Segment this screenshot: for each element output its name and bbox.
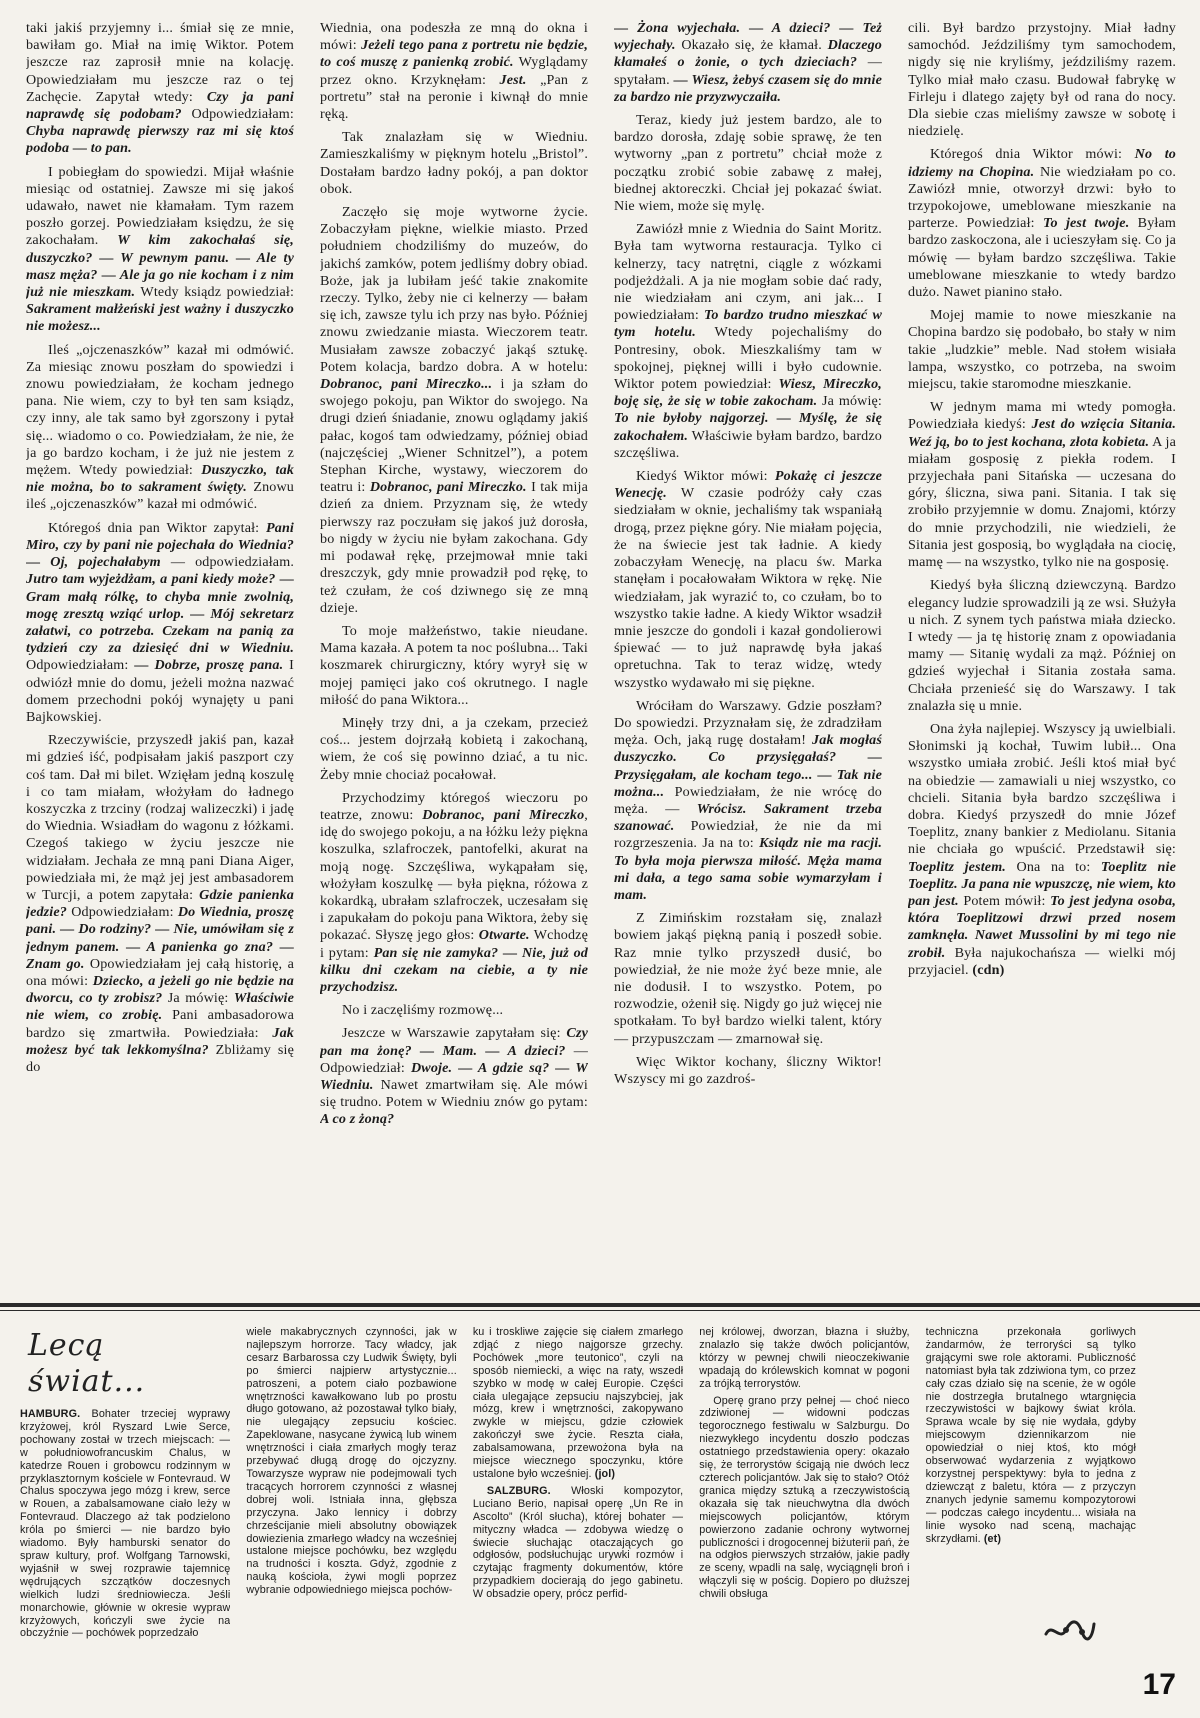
article-paragraph: W jednym mama mi wtedy pomogła. Powiedziała kiedyś: Jest do wzięcia Sitania. Weź ją, bo to jest kochana, złota kobieta. A ja miałam gosposię z piekła rodem. I przyjechała pani Sitańska — uczesana do góry, śliczna, siwa pani. Sitania. I tak się zrobiło przyjemnie w domu. Znajomi, którzy do mnie przychodzili, nie wiedzieli, że Sitania jest gosposią, bo wyglądała na ciocię, mamę — na wszystko, tylko nie na gosposię. [908,399,1176,571]
news-section [20,1326,1136,1656]
news-column-3 [473,1326,683,1656]
article-paragraph: Teraz, kiedy już jestem bardzo, ale to bardzo dorosła, zdaję sobie sprawę, że ten wytworny „pan z portretu” chciał może z początku zrobić sobie zabawę z małej, biednej aktoreczki. Chciał jej pokazać świat. Nie wiem, może się mylę. [614,112,882,215]
article-paragraph: Mojej mamie to nowe mieszkanie na Chopina bardzo się podobało, bo stały w nim takie „ludzkie” meble. Nad stołem wisiała lampa, wszystko, co potrzeba, na swoim miejscu, takie staromodne mieszkanie. [908,307,1176,393]
article-paragraph: Wróciłam do Warszawy. Gdzie poszłam? Do spowiedzi. Przyznałam się, że zdradziłam męża. Och, jaką rugę dostałam! Jak mogłaś duszyczko. Co przysięgałaś? — Przysięgałam, ale kocham tego... — Tak nie można... Powiedziałam, że nie wrócę do męża. — Wrócisz. Sakrament trzeba szanować. Powiedział, że nie da mi rozgrzeszenia. Ja na to: Ksiądz nie ma racji. To była moja pierwsza miłość. Męża mama mi dała, a tego sama sobie wymarzyłam i mam. [614,697,882,903]
news-paragraph: HAMBURG. Bohater trzeciej wyprawy krzyżowej, król Ryszard Lwie Serce, pochowany został w trzech miejscach: — w południowofrancuskim Chalus, w katedrze Rouen i grobowcu rodzinnym w przyklasztornym kościele w Fontevraud. W Chalus spoczywa jego mózg i krew, serce w Rouen, a zabalsamowane ciało leży w Fontevraud. Dlaczego aż tak podzielono króla po śmierci — nie bardzo było wiadomo. Były hamburski senator do spraw kultury, prof. Wolfgang Tarnowski, wyjaśnił w swej rozprawie tajemnicę wędrujących szczątków doczesnych wielkich ludzi średniowiecza. Jeśli monarchowie, głównie w okresie wypraw krzyżowych, kończyli swe życie na obczyźnie — pochówek poprzedzało [20,1408,231,1640]
article-paragraph: Zawiózł mnie z Wiednia do Saint Moritz. Była tam wytworna restauracja. Tylko ci kelnerzy, tacy natrętni, ciągle z wózkami podjeżdżali. A ja nie mogłam sobie dać rady, nie wiedziałam ani czym, ani jak... I powiedziałam: To bardzo trudno mieszkać w tym hotelu. Wtedy pojechaliśmy do Pontresiny, obok. Mieszkaliśmy tam w spokojnej, pięknej willi i było cudownie. Wiktor potem powiedział: Wiesz, Mireczko, boję się, że się w tobie zakocham. Ja mówię: To nie byłoby najgorzej. — Myślę, że się zakochałem. Właściwie byłam bardzo, bardzo szczęśliwa. [614,221,882,461]
article-column-2 [320,20,588,1295]
article-paragraph: Zaczęło się moje wytworne życie. Zobaczyłam piękne, wielkie miasto. Przed południem chodziliśmy do muzeów, do jakichś zamków, potem jedliśmy dobry obiad. Boże, jak ja lubiłam jeść takie znakomite rzeczy. Tylko, żeby nie ci kelnerzy — bałam się ich, zawsze tylu ich przy nas było. Później znowu zwiedzanie miasta. Wieczorem teatr. Musiałam zawsze zobaczyć jakąś sztukę. Potem kolacja, bardzo dobra. A w hotelu: Dobranoc, pani Mireczko... i ja szłam do swojego pokoju, pan Wiktor do swojego. Na drugi dzień śniadanie, znowu oglądamy jakiś pałac, kogoś tam odwiedzamy, później obiad (najczęściej „Wiener Schnitzel”), a potem Stephan Kirche, wystawy, wieczorem do teatru i: Dobranoc, pani Mireczko. I tak mija dzień za dniem. Przyznam się, że wtedy pierwszy raz poczułam się jakoś już dorosła, bo nigdy w życiu nie byłam zakochana. Gdy mi podawał rękę, przejmował mnie taki dreszczyk, gdy mnie prowadził pod rękę, to też czułam, że coś dziwnego się ze mną dzieje. [320,204,588,616]
section-title: Lecą świat... [28,1328,146,1399]
news-paragraph: SALZBURG. Włoski kompozytor, Luciano Berio, napisał operę „Un Re in Ascolto” (Król słucha), której bohater — mityczny władca — zdobywa wiedzę o świecie słuchając otaczających go odgłosów, podsłuchując urywki rozmów i czytając fragmenty dokumentów, które przypadkiem docierają do jego gabinetu. W obsadzie opery, prócz perfid- [472,1484,684,1601]
section-divider-thick [0,1303,1200,1307]
decorative-flourish-icon [1042,1612,1098,1646]
article-paragraph: Przychodzimy któregoś wieczoru po teatrze, znowu: Dobranoc, pani Mireczko, idę do swojego pokoju, a na łóżku leży piękna koszulka, szlafroczek, pantofelki, akurat na moją nogę. Szczęśliwa, wykąpałam się, włożyłam koszulkę — była piękna, różowa z kokardką, ubrałam szlafroczek, uczesałam się i zapukałam do pokoju pana Wiktora, żeby się pokazać. Słyszę jego głos: Otwarte. Wchodzę i pytam: Pan się nie zamyka? — Nie, już od kilku dni czekam na ciebie, a ty nie przychodzisz. [320,789,588,995]
news-column-4 [699,1326,909,1656]
article-column-3 [614,20,882,1295]
article-paragraph: No i zaczęliśmy rozmowę... [342,1002,504,1019]
article-paragraph: taki jakiś przyjemny i... śmiał się ze mnie, bawiłam go. Miał na imię Wiktor. Potem jeszcze raz zaprosił mnie na kolację. Opowiedziałam mu jeszcze raz o tej Zachęcie. Zapytał wtedy: Czy ja pani naprawdę się podobam? Odpowiedziałam: Chyba naprawdę pierwszy raz mi się ktoś podoba — to pan. [26,20,294,157]
article-paragraph: Minęły trzy dni, a ja czekam, przecież coś... jestem dojrzałą kobietą i zakochaną, wiem, że coś się powinno dziać, a tu nic. Żeby mnie chociaż pocałował. [320,714,588,783]
news-paragraph: ku i troskliwe zajęcie się ciałem zmarłego zdjąć z niego najgorsze grzechy. Pochówek „more teutonico”, czyli na sposób niemiecki, a więc na raty, wszedł szybko w modę w całej Europie. Części ciała ulegające zepsuciu najszybciej, jak mózg, krew i wnętrzności, zakopywano zwykle w miejscu, gdzie człowiek zakończył swe życie. Reszta ciała, zabalsamowana, przewożona była na miejsce wiecznego spoczynku, które ustalone było wcześniej. (jol) [472,1326,684,1480]
page-number: 17 [1142,1668,1176,1701]
article-paragraph: Jeszcze w Warszawie zapytałam się: Czy pan ma żonę? — Mam. — A dzieci? — Odpowiedział: Dwoje. — A gdzie są? — W Wiedniu. Nawet zmartwiłam się. Ale mówi się trudno. Potem w Wiedniu znów go pytam: A co z żoną? [320,1025,588,1128]
news-column-1-text [20,1408,230,1640]
article-paragraph: Któregoś dnia pan Wiktor zapytał: Pani Miro, czy by pani nie pojechała do Wiednia? — Oj, pojechałabym — odpowiedziałam. Jutro tam wyjeżdżam, a pani kiedy może? — Gram małą rólkę, to chyba mnie zwolnią, mogę zresztą wziąć urlop. — Mój sekretarz załatwi, co potrzeba. Czekam na panią za tydzień czy za dziesięć dni w Wiedniu. Odpowiedziałam: — Dobrze, proszę pana. I odwiózł mnie do domu, jeżeli można nazwać domem przechodni pokój wynajęty u pani Bajkowskiej. [26,519,294,725]
article-column-4 [908,20,1176,1295]
article-paragraph: cili. Był bardzo przystojny. Miał ładny samochód. Jeździliśmy tym samochodem, nigdy się nie kryliśmy, jeździliśmy razem. Tylko miał mało czasu. Budował fabrykę w Firleju i dlatego zajęty był od rana do nocy. Dla siebie czas mieliśmy zawsze w sobotę i niedzielę. [908,20,1176,140]
article-paragraph: Rzeczywiście, przyszedł jakiś pan, kazał mi gdzieś iść, podpisałam jakiś paszport czy coś tam. Dał mi bilet. Wzięłam jedną koszulę i co tam miałam, włożyłam do ładnego koszyczka z trzciny (rodzaj walizeczki) i jadę do Wiednia. Wsiadłam do wagonu z łóżkami. Czegoś takiego w życiu jeszcze nie widziałam. Jechała ze mną pani Diana Aiger, powiedziała mi, że mąż jej jest ambasadorem w Turcji, a potem zapytała: Gdzie panienka jedzie? Odpowiedziałam: Do Wiednia, proszę pani. — Do rodziny? — Nie, umówiłam się z jednym panem. — A panienka go zna? — Znam go. Opowiedziałam jej całą historię, a ona mówi: Dziecko, a jeżeli go nie będzie na dworcu, co ty zrobisz? Ja mówię: Właściwie nie wiem, co zrobię. Pani ambasadorowa bardzo się zmartwiła. Powiedziała: Jak możesz być tak lekkomyślna? Zbliżamy się do [26,732,294,1075]
article-paragraph: Kiedyś była śliczną dziewczyną. Bardzo elegancy ludzie sprowadzili ją ze wsi. Służyła u nich. Z synem tych państwa miała dziecko. I wtedy — ja tę historię znam z opowiadania mamy — Sitanię wydali za mąż. Później on gdzieś wyjechał i Sitania została sama. Chciała przenieść się do Warszawy. I tak znalazła się u mnie. [908,577,1176,714]
news-paragraph: nej królowej, dworzan, błazna i służby, znalazło się także dwóch policjantów, którzy w pewnej chwili nieoczekiwanie wpadają do królewskich komnat w pogoni za trójką terrorystów. [699,1326,910,1390]
article-paragraph: Tak znalazłam się w Wiedniu. Zamieszkaliśmy w pięknym hotelu „Bristol”. Dostałam bardzo ładny pokój, a pan doktor obok. [320,129,588,197]
section-divider-thin [0,1310,1200,1311]
news-paragraph: Operę grano przy pełnej — choć nieco zdziwionej — widowni podczas tegorocznego festiwalu w Salzburgu. Do niezwykłego incydentu doszło podczas ostatniego przedstawienia opery: okazało się, że terrorystów ścigają nie dwóch lecz czterech policjantów. Jak się to stało? Otóż granica między sztuką a rzeczywistością okazała się tak nieuchwytna dla dwóch miejscowych policjantów, którym powierzono zadanie ochrony wytwornej publiczności i drogocennej biżuterii pań, że na odgłos pierwszych strzałów, jakie padły ze sceny, wpadli na salę, wyciągnęli broń i włączyli się w pościg. Dopiero po dłuższej chwili obsługa [699,1394,910,1601]
news-column-2 [246,1326,456,1656]
article-paragraph: To moje małżeństwo, takie nieudane. Mama kazała. A potem ta noc poślubna... Taki koszmarek chirurgiczny, który wyrył się w mojej pamięci jako coś okrutnego. I nagle miłość do pana Wiktora... [320,622,588,708]
news-column-1 [20,1326,230,1656]
article-paragraph: Ileś „ojczenaszków” kazał mi odmówić. Za miesiąc znowu poszłam do spowiedzi i znowu powiedziałam, że kocham jednego pana. Nie wiem, czy to był ten sam ksiądz, czy inny, ale tak samo był zgorszony i pytał się... wiadomo o co. Powiedziałam, że nie, że ja go bardzo kocham, i że już nie jestem z mężem. Wtedy powiedział: Duszyczko, tak nie można, bo to sakrament święty. Znowu ileś „ojczenaszków” kazał mi odmówić. [26,341,294,513]
article-paragraph: I pobiegłam do spowiedzi. Mijał właśnie miesiąc od ostatniej. Zawsze mi się jakoś udawało, nawet nie kłamałam. Tym razem poszło gorzej. Powiedziałam księdzu, że się zakochałam. W kim zakochałaś się, duszyczko? — W pewnym panu. — Ale ty masz męża? — Ale ja go nie kocham i z nim już nie mieszkam. Wtedy ksiądz powiedział: Sakrament małżeński jest ważny i duszyczko nie możesz... [26,163,294,335]
news-column-5 [926,1326,1136,1656]
news-paragraph: techniczna przekonała gorliwych żandarmów, że terroryści są tylko grającymi swe role aktorami. Publiczność natomiast była tak zdziwiona tym, co przez cały czas działo się na scenie, że w ogóle nie dostrzegła brutalnego wtargnięcia rzeczywistości w bajkowy świat króla. Sprawa wcale by się nie wydała, gdyby miejscowym dziennikarzom nie opowiedział o niej ktoś, kto mógł obserwować wydarzenia z wyjątkowo korzystnej perspektywy: była to jedna z dziewcząt z baletu, która — z przyczyn znanych jedynie samemu kompozytorowi — podczas całego incydentu... wisiała na linie wysoko nad sceną, machając skrzydłami. (et) [925,1326,1136,1545]
article-paragraph: Kiedyś Wiktor mówi: Pokażę ci jeszcze Wenecję. W czasie podróży cały czas siedziałam w oknie, jechaliśmy tak wspaniałą drogą, przez piękne góry. Nie miałam pojęcia, że na świecie jest tak ładnie. A kiedy zobaczyłam Wenecję, na placu św. Marka stanęłam i pocałowałam Wiktora w rękę. Nie wiedziałam, jak wyrazić to, co czułam, bo to wszystko takie ładne. A kiedy Wiktor wsadził mnie jeszcze do gondoli i kazał gondolierowi śpiewać — to już naprawdę była jakaś opretuchna. Tak to teraz widzę, wtedy wszystko wydawało mi się piękne. [614,468,882,691]
article-paragraph: Wiednia, ona podeszła ze mną do okna i mówi: Jeżeli tego pana z portretu nie będzie, to coś muszę z panienką zrobić. Wyglądamy przez okno. Krzyknęłam: Jest. „Pan z portretu” stał na peronie i kiwnął do mnie ręką. [320,20,588,123]
article-paragraph: Z Zimińskim rozstałam się, znalazł bowiem jakąś piękną panią i poszedł sobie. Raz mnie tylko przyszedł dusić, bo powiedział, że nie może żyć beze mnie, ale nie dodusił. I to wszystko. Potem, po rozwodzie, ożenił się. Nigdy go już więcej nie spotkałam. To był bardzo wielki talent, który — przypuszczam — zmarnował się. [614,910,882,1047]
article-paragraph: — Żona wyjechała. — A dzieci? — Też wyjechały. Okazało się, że kłamał. Dlaczego kłamałeś o żonie, o tych dzieciach? — spytałam. — Wiesz, żebyś czasem się do mnie za bardzo nie przyzwyczaiła. [614,20,882,105]
news-paragraph: wiele makabrycznych czynności, jak w najlepszym horrorze. Tacy władcy, jak cesarz Barbarossa czy Ludwik Święty, byli po śmierci najpierw artystycznie... patroszeni, a potem ciało pozbawione wnętrzności kawałkowano lub po prostu długo gotowano, aż pozostawał tylko biały, nie ulegający zepsuciu kościec. Zapeklowane, nasycane żywicą lub winem wnętrzności i ciała zmarłych mogły teraz przebywać długą drogę do ojczyzny. Towarzysze wypraw nie podejmowali tych tracących horrorem czynności z własnej dobrej woli. Istniała inna, głębsza przyczyna. Jako lennicy i dobrzy chrześcijanie mieli absolutny obowiązek dowiezienia zmarłego władcy na wcześniej ustalone miejsce pochówku, bez względu na trudności i koszta. Gdyż, zgodnie z nauką kościoła, żywi mogli poprzez wybranie odpowiedniego miejsca pochów- [246,1326,457,1597]
article-paragraph: Więc Wiktor kochany, śliczny Wiktor! Wszyscy mi go zazdroś- [614,1053,882,1087]
article-paragraph: Ona żyła najlepiej. Wszyscy ją uwielbiali. Słonimski ją kochał, Tuwim lubił... Ona wszystko umiała zrobić. Jeśli ktoś miał być na obiedzie — zamawiali u niej wszystko, co chcieli. Sitania była bardzo szczęśliwa i dobra. Kiedyś przyszedł do mnie Józef Toeplitz, znany bankier z Mediolanu. Sitania nie chciała go wpuścić. Przedstawił się: Toeplitz jestem. Ona na to: Toeplitz nie Toeplitz. Ja pana nie wpuszczę, nie wiem, kto pan jest. Potem mówił: To jest jedyna osoba, która Toeplitzowi drzwi przed nosem zamknęła. Nawet Mussolini by mi tego nie zrobił. Była najukochańsza — wielki mój przyjaciel. (cdn) [908,720,1176,978]
article-column-1 [26,20,294,1295]
article-body [26,20,1176,1295]
article-paragraph: Któregoś dnia Wiktor mówi: No to idziemy na Chopina. Nie wiedziałam po co. Zawiózł mnie, otworzył drzwi: było to trzypokojowe, umeblowane mieszkanie na parterze. Powiedział: To jest twoje. Byłam bardzo zaskoczona, ale i ucieszyłam się. Co ja mówię — byłam bardzo szczęśliwa. Takie umeblowane mieszkanie to wtedy bardzo dużo. Nawet pianino stało. [908,146,1176,301]
